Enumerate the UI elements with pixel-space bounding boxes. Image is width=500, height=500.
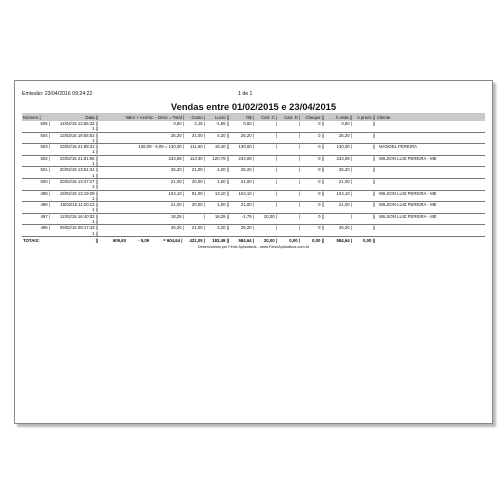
- col-header-data: Data ||: [85, 114, 98, 120]
- cell-numero: 504 |: [40, 132, 50, 138]
- cell-aprazo: ||: [372, 144, 375, 150]
- cell-cartd: |: [298, 190, 300, 196]
- cell-valor: 0,50 |: [173, 121, 184, 126]
- cell-rs: 21,00 |: [240, 202, 254, 208]
- cell-lucro: -1,65 ||: [215, 121, 229, 126]
- cell-cartd: |: [298, 202, 300, 208]
- cell-lucro: 18,25 ||: [214, 213, 229, 219]
- cell-avista: 25,20 |: [338, 167, 352, 173]
- cell-valor: 234,69 |: [168, 155, 184, 161]
- cell-sub: 1 ||: [51, 196, 99, 202]
- cell-avista: 25,20 |: [338, 132, 352, 138]
- cell-rs: 21,00 |: [240, 178, 254, 184]
- cell-cheque: 0 ||: [318, 144, 324, 150]
- cell-lucro: 13,10 ||: [214, 190, 229, 196]
- totals-label: TOTAIS:: [22, 236, 51, 244]
- col-header-cartd: Cart. D |: [284, 114, 300, 120]
- cell-valor: 25,20 |: [170, 132, 184, 138]
- cell-data: 09/02/15 09:17:43 ||: [59, 225, 98, 231]
- cell-cheque: 0 ||: [318, 132, 324, 138]
- cell-custo: |: [203, 213, 205, 219]
- cell-avista: 130,00 |: [336, 144, 352, 150]
- cell-data: 13/03/15 19:56:53 ||: [59, 132, 98, 138]
- cell-cliente: WILSON LUIZ PEREIRA - ME: [379, 202, 437, 208]
- cell-sub: 1 ||: [51, 219, 99, 225]
- cell-numero: 497 |: [40, 213, 50, 219]
- cell-rs: 104,10 |: [238, 190, 254, 196]
- cell-cartc: |: [275, 144, 277, 150]
- cell-lucro: 1,00 ||: [217, 202, 229, 208]
- cell-cartc: |: [275, 167, 277, 173]
- cell-data: 19/02/15 13:19:29 ||: [59, 190, 98, 196]
- cell-sub: 1 ||: [51, 149, 99, 155]
- cell-cartd: |: [298, 144, 300, 150]
- cell-cheque: 0 ||: [318, 213, 324, 219]
- cell-custo: 21,00 |: [191, 225, 205, 231]
- cell-cartd: |: [298, 178, 300, 184]
- cell-rs: 25,20 |: [240, 225, 254, 231]
- totals-row: [22, 236, 485, 244]
- cell-data: 20/02/15 13:51:31 ||: [59, 167, 98, 173]
- cell-aprazo: ||: [372, 225, 375, 231]
- cell-numero: 505 |: [40, 121, 50, 126]
- cell-rs: 0,50 |: [243, 121, 254, 126]
- cell-aprazo: ||: [372, 167, 375, 173]
- cell-cartd: |: [298, 213, 300, 219]
- cell-aprazo: ||: [372, 178, 375, 184]
- cell-numero: 501 |: [40, 167, 50, 173]
- col-header-custo: Custo |: [191, 114, 205, 120]
- cell-cartd: |: [298, 155, 300, 161]
- cell-cliente: WILSON LUIZ PEREIRA - ME: [379, 190, 437, 196]
- cell-lucro: 4,20 ||: [217, 167, 229, 173]
- cell-data: 12/02/15 16:40:02 ||: [59, 213, 98, 219]
- cell-rs: 234,09 |: [238, 155, 254, 161]
- cell-aprazo: ||: [372, 213, 375, 219]
- totals-cartd: 0,00 |: [278, 236, 301, 244]
- cell-cheque: 0 ||: [318, 155, 324, 161]
- cell-valor: 18,25 |: [170, 213, 184, 219]
- cell-cartc: |: [275, 132, 277, 138]
- col-header-cartc: Cart. C |: [261, 114, 277, 120]
- cell-valor: 135,09 - 5,09 = 130,00 |: [138, 144, 184, 150]
- emission-date: Emissão: 23/04/2016 09:24:22: [22, 91, 93, 97]
- cell-avista: 21,00 |: [338, 202, 352, 208]
- cell-custo: 91,00 |: [191, 190, 205, 196]
- cell-cliente: WILSON LUIZ PEREIRA - ME: [379, 213, 437, 219]
- cell-lucro: 18,40 ||: [214, 144, 229, 150]
- totals-valor-net: = 604,64 |: [163, 237, 183, 243]
- cell-valor: 25,20 |: [170, 167, 184, 173]
- cell-cartc: |: [275, 178, 277, 184]
- totals-custo: 421,05 |: [185, 236, 206, 244]
- cell-rs: 25,20 |: [240, 167, 254, 173]
- cell-sub: 1 ||: [51, 207, 99, 213]
- cell-cheque: 0 ||: [318, 202, 324, 208]
- cell-custo: 111,60 |: [190, 144, 205, 150]
- cell-cheque: 0 ||: [318, 167, 324, 173]
- totals-data: ||: [51, 236, 99, 244]
- report-page: [14, 80, 493, 424]
- report-title: Vendas entre 01/02/2015 e 23/04/2015: [170, 101, 337, 112]
- col-header-aprazo: A prazo ||: [357, 114, 375, 120]
- table-header-row: [22, 113, 485, 121]
- cell-sub: 1 ||: [51, 126, 99, 132]
- cell-sub: 1 ||: [51, 161, 99, 167]
- cell-cartc: |: [275, 225, 277, 231]
- cell-custo: 113,30 |: [189, 155, 205, 161]
- cell-cartd: |: [298, 121, 300, 126]
- cell-aprazo: ||: [372, 155, 375, 161]
- totals-aprazo: 0,00 ||: [353, 236, 376, 244]
- cell-sub: 1 ||: [51, 173, 99, 179]
- cell-numero: 499 |: [40, 190, 50, 196]
- report-content: [22, 91, 485, 249]
- cell-rs: 25,20 |: [240, 132, 254, 138]
- report-footer: Desenvolvido por Fênix Aplicativos - www.FenixAplicativos.com.br: [197, 244, 310, 249]
- cell-aprazo: ||: [372, 121, 375, 126]
- col-header-numero: Número |: [23, 114, 41, 120]
- cell-custo: 20,00 |: [191, 178, 205, 184]
- totals-cartc: 20,00 |: [255, 236, 278, 244]
- cell-cartc: |: [275, 155, 277, 161]
- cell-lucro: 120,79 ||: [212, 155, 229, 161]
- cell-lucro: 1,00 ||: [217, 178, 229, 184]
- cell-numero: 496 |: [40, 225, 50, 231]
- col-header-lucro: Lucro ||: [214, 114, 229, 120]
- cell-data: 19/02/15 11:20:13 ||: [60, 202, 98, 208]
- cell-custo: 21,00 |: [191, 132, 205, 138]
- cell-avista: |: [350, 213, 352, 219]
- cell-cartc: |: [275, 202, 277, 208]
- report-header: [22, 91, 485, 99]
- cell-cartd: |: [298, 132, 300, 138]
- cell-valor: 104,10 |: [168, 190, 184, 196]
- cell-sub: 1 ||: [51, 184, 99, 190]
- cell-cheque: 0 ||: [318, 190, 324, 196]
- cell-cheque: 0 ||: [318, 178, 324, 184]
- cell-avista: 104,10 |: [336, 190, 352, 196]
- cell-cheque: 0 ||: [318, 121, 324, 126]
- cell-lucro: 4,20 ||: [217, 132, 229, 138]
- cell-data: 23/02/15 21:88:31 ||: [59, 144, 98, 150]
- cell-avista: 25,20 |: [338, 225, 352, 231]
- col-header-cheque: Cheque ||: [305, 114, 324, 120]
- cell-lucro: 4,20 ||: [217, 225, 229, 231]
- totals-lucro: 183,49 ||: [206, 236, 230, 244]
- cell-sub: 1 ||: [51, 231, 99, 237]
- totals-rs: 584,64 |: [230, 236, 255, 244]
- totals-avista: 584,64 |: [325, 236, 353, 244]
- cell-avista: 21,00 |: [338, 178, 352, 184]
- cell-rs: -1,75 |: [241, 213, 254, 219]
- totals-valor: [99, 236, 185, 244]
- cell-data: 23/02/15 21:81:56 ||: [59, 155, 98, 161]
- totals-cliente: [376, 236, 485, 244]
- table-row: [22, 190, 485, 196]
- cell-custo: 20,00 |: [191, 202, 205, 208]
- cell-numero: 498 |: [40, 202, 50, 208]
- cell-valor: 21,00 |: [170, 202, 184, 208]
- totals-valor-discount: - 5,09: [138, 237, 150, 243]
- cell-numero: 502 |: [40, 155, 50, 161]
- cell-cartc: |: [275, 121, 277, 126]
- cell-cliente: WILSON LUIZ PEREIRA - ME: [379, 155, 437, 161]
- sales-table: [22, 113, 485, 244]
- cell-custo: 21,00 |: [191, 167, 205, 173]
- col-header-rs: R$ |: [246, 114, 254, 120]
- cell-sub: 1 ||: [51, 138, 99, 144]
- cell-aprazo: ||: [372, 190, 375, 196]
- col-header-avista: À vista ||: [335, 114, 352, 120]
- cell-data: 20/02/15 13:47:27 ||: [59, 178, 98, 184]
- totals-valor-gross: 609,63: [112, 237, 126, 243]
- cell-cartc: 20,00 |: [263, 213, 277, 219]
- col-header-cliente: Cliente: [377, 114, 391, 120]
- cell-rs: 130,00 |: [238, 144, 254, 150]
- cell-valor: 21,00 |: [170, 178, 184, 184]
- cell-data: 14/04/15 12:56:32 ||: [59, 121, 98, 126]
- cell-numero: 500 |: [40, 178, 50, 184]
- cell-avista: 0,50 |: [341, 121, 352, 126]
- page-number: 1 de 1: [238, 91, 253, 97]
- table-body: [22, 121, 485, 236]
- cell-cartd: |: [298, 225, 300, 231]
- cell-numero: 503 |: [40, 144, 50, 150]
- cell-cheque: 0 ||: [318, 225, 324, 231]
- cell-aprazo: ||: [372, 132, 375, 138]
- cell-cartd: |: [298, 167, 300, 173]
- cell-avista: 234,09 |: [336, 155, 352, 161]
- col-header-valor: Valor + Acrésc. - Desc = Total |: [125, 114, 184, 120]
- cell-aprazo: ||: [372, 202, 375, 208]
- totals-cheque: 0,00 ||: [301, 236, 325, 244]
- cell-valor: 25,20 |: [170, 225, 184, 231]
- cell-cartc: |: [275, 190, 277, 196]
- cell-custo: 2,15 |: [194, 121, 205, 126]
- cell-cliente: MANOEL PEREIRA: [379, 144, 418, 150]
